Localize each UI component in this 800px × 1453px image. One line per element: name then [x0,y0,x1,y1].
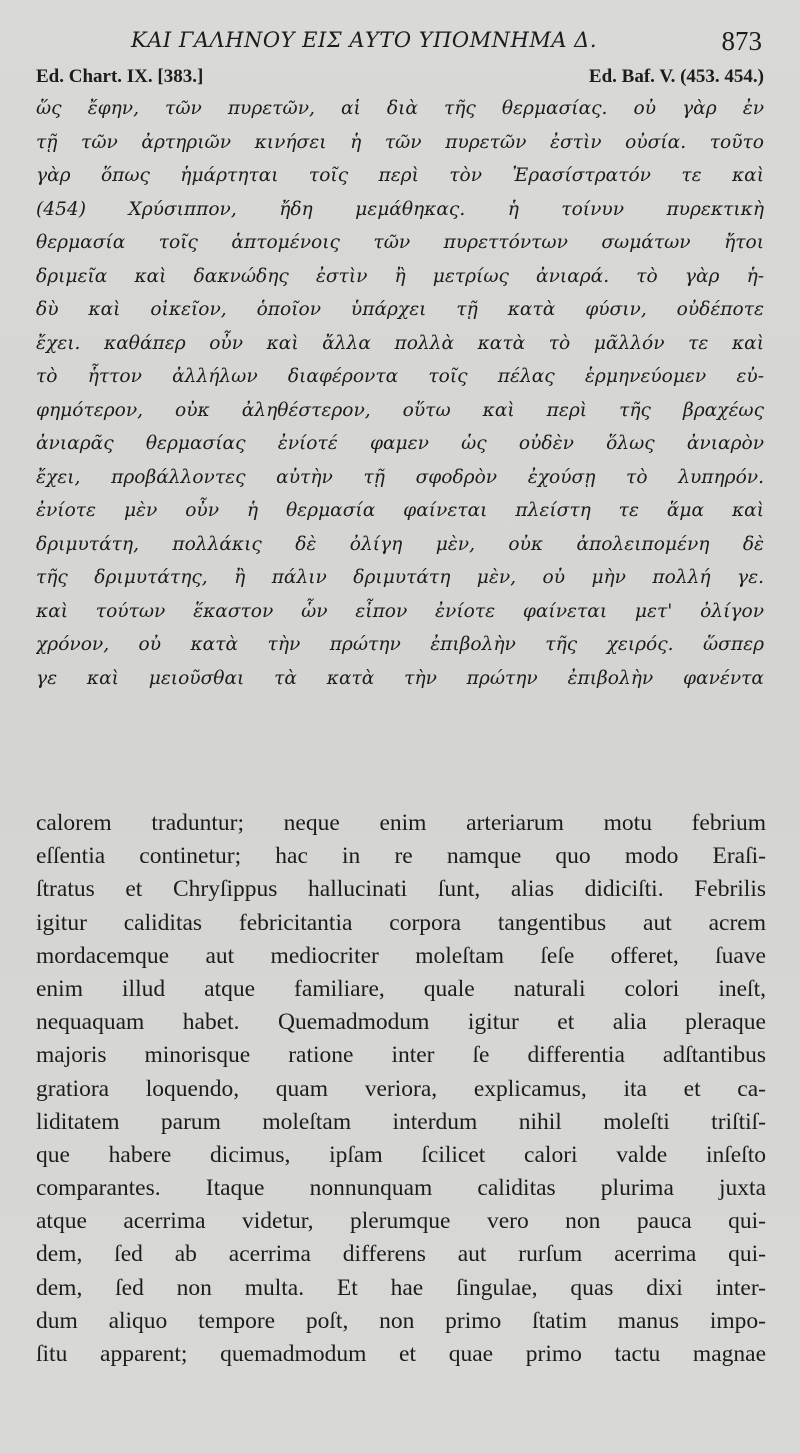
latin-text-line: igitur caliditas febricitantia corpora tangentibus aut acrem [36,909,766,936]
latin-text-line: calorem traduntur; neque enim arteriarum motu febrium [36,810,766,836]
page-number: 873 [721,26,762,56]
running-title: ΚΑΙ ΓΑΛΗΝΟΥ ΕΙΣ ΑΥΤΟ ΥΠΟΜΝΗΜΑ Δ. [131,28,598,52]
greek-text-line: ἐνίοτε μὲν οὖν ἡ θερμασία φαίνεται πλείστη τε ἅμα καὶ [36,500,764,521]
greek-text-line: (454) Χρύσιππον, ἤδη μεμάθηκας. ἡ τοίνυν πυρεκτικὴ [36,198,764,220]
greek-text-line: δριμεῖα καὶ δακνώδης ἐστὶν ἢ μετρίως ἀνιαρά. τὸ γὰρ ἡ- [36,265,764,287]
latin-text-line: ſtratus et Chryſippus hallucinati ſunt, alias didiciſti. Febrilis [36,876,766,903]
latin-text-line: comparantes. Itaque nonnunquam caliditas plurima juxta [36,1175,766,1202]
greek-text-line: γε καὶ μειοῦσθαι τὰ κατὰ τὴν πρώτην ἐπιβολὴν φανέντα [36,667,764,689]
latin-text-line: dem, ſed ab acerrima differens aut rurſum acerrima qui- [36,1241,766,1268]
greek-text-line: θερμασία τοῖς ἁπτομένοις τῶν πυρεττόντων σωμάτων ἤτοι [36,232,764,253]
greek-text-line: τὸ ἧττον ἀλλήλων διαφέροντα τοῖς πέλας ἑρμηνεύομεν εὐ- [36,366,764,387]
latin-text-line: nequaquam habet. Quemadmodum igitur et alia pleraque [36,1009,766,1036]
latin-text-line: majoris minorisque ratione inter ſe differentia adſtantibus [36,1042,766,1069]
greek-text-line: ἔχει. καθάπερ οὖν καὶ ἄλλα πολλὰ κατὰ τὸ μᾶλλόν τε καὶ [36,332,764,354]
page-header [36,26,764,66]
edition-reference-left: Ed. Chart. IX. [383.] [36,66,204,87]
greek-text-line: ὥς ἔφην, τῶν πυρετῶν, αἱ διὰ τῆς θερμασίας. οὐ γὰρ ἐν [36,98,764,119]
latin-text-line: gratiora loquendo, quam veriora, explicamus, ita et ca- [36,1075,766,1102]
greek-text-line: χρόνον, οὐ κατὰ τὴν πρώτην ἐπιβολὴν τῆς χειρός. ὥσπερ [36,634,764,655]
latin-text-block [36,807,766,1371]
latin-text-line: ſitu apparent; quemadmodum et quae primo tactu magnae [36,1341,766,1367]
greek-text-line: τῆς δριμυτάτης, ἢ πάλιν δριμυτάτη μὲν, οὐ μὴν πολλή γε. [36,567,764,588]
greek-text-line: φημότερον, οὐκ ἀληθέστερον, οὕτω καὶ περὶ τῆς βραχέως [36,399,764,421]
latin-text-line: dum aliquo tempore poſt, non primo ſtatim manus impo- [36,1307,766,1334]
greek-text-line: καὶ τούτων ἕκαστον ὧν εἶπον ἐνίοτε φαίνεται μετ' ὀλίγον [36,600,764,622]
greek-text-line: ἔχει, προβάλλοντες αὐτὴν τῇ σφοδρὸν ἐχούσῃ τὸ λυπηρόν. [36,466,764,488]
greek-text-line: γὰρ ὅπως ἡμάρτηται τοῖς περὶ τὸν Ἐρασίστρατόν τε καὶ [36,165,764,186]
greek-text-line: δὺ καὶ οἰκεῖον, ὁποῖον ὑπάρχει τῇ κατὰ φύσιν, οὐδέποτε [36,299,764,320]
latin-text-line: que habere dicimus, ipſam ſcilicet calori valde inſeſto [36,1141,766,1168]
latin-text-line: eſſentia continetur; hac in re namque quo modo Eraſi- [36,843,766,870]
greek-text-line: δριμυτάτη, πολλάκις δὲ ὀλίγη μὲν, οὐκ ἀπολειπομένη δὲ [36,533,764,555]
edition-reference [36,66,764,92]
latin-text-line: mordacemque aut mediocriter moleſtam ſeſe offeret, ſuave [36,942,766,969]
greek-text-block [36,92,764,695]
greek-text-line: ἀνιαρᾶς θερμασίας ἐνίοτέ φαμεν ὡς οὐδὲν ὅλως ἀνιαρὸν [36,433,764,454]
greek-text-line: τῇ τῶν ἀρτηριῶν κινήσει ἡ τῶν πυρετῶν ἐστὶν οὐσία. τοῦτο [36,131,764,153]
latin-text-line: liditatem parum moleſtam interdum nihil moleſti triſtiſ- [36,1108,766,1135]
edition-reference-right: Ed. Baf. V. (453. 454.) [588,66,764,87]
latin-text-line: dem, ſed non multa. Et hae ſingulae, quas dixi inter- [36,1274,766,1301]
latin-text-line: atque acerrima videtur, plerumque vero non pauca qui- [36,1208,766,1235]
latin-text-line: enim illud atque familiare, quale naturali colori ineſt, [36,975,766,1002]
